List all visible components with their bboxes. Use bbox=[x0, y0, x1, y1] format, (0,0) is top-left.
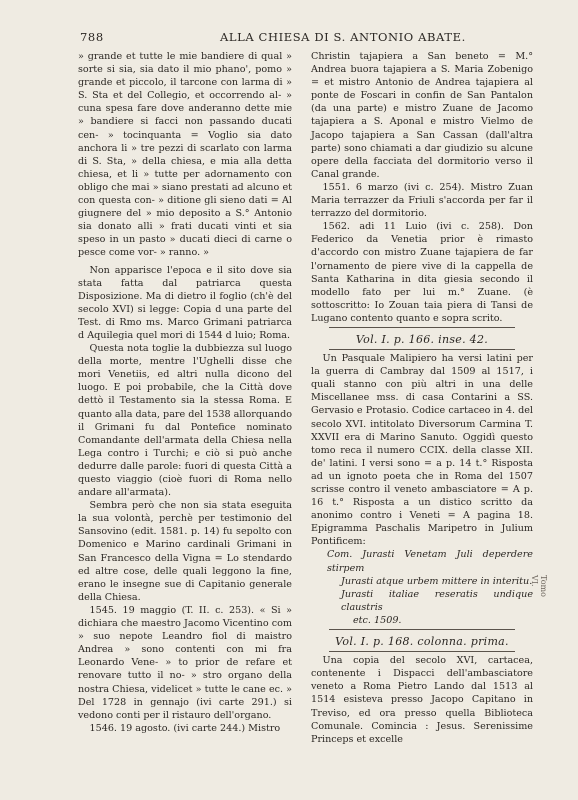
testament-quote: » grande et tutte le mie bandiere di qual » sorte si sia, sia dato il mio phano', pomo » grande et piccolo, il tarcone con larma di » S. Sta et del Collegio, et occorrendo al- » cuna spesa fare dove anderanno dette mie » bandiere si facci non passando ducati cen- » tocinquanta = Voglio sia dato anchora li » tre pezzi di scarlato con larma di S. Sta, » della chiesa, e mia alla detta chiesa, et li » tutte per adornamento con obligo che mai » siano prestati ad alcuno et con questa con- » ditione gli sieno dati = Al giugnere del » mio deposito a S.° Antonio sia donato alli » frati ducati vinti et sia speso in un pasto » ducati dieci di carne o pesce come vor- » ranno. » bbox=[78, 51, 292, 259]
page-number: 788 bbox=[80, 30, 104, 44]
right-column bbox=[311, 50, 533, 746]
section-heading-vol1-p166: Vol. I. p. 166. inse. 42. bbox=[355, 332, 489, 346]
section-divider bbox=[329, 327, 515, 328]
paragraph-epoch: Non apparisce l'epoca e il sito dove sia stata fatta dal patriarca questa Disposizione. Ma di dietro il foglio (ch'è del secolo XVI) si legge: Copia d una parte del Test. di Rmo ms. Marco Grimani patriarca d Aquilegia quel mori di 1544 d luio; Roma. bbox=[78, 264, 292, 341]
paragraph-1545: 1545. 19 maggio (T. II. c. 253). « Si » dichiara che maestro Jacomo Vicentino com » suo nepote Leandro fiol di maistro Andrea » sono contenti con mi fra Leonardo Vene- » to prior de refare et renovare tutto il no- » stro organo della nostra Chiesa, videlicet » tutte le cane ec. » Del 1728 in gennajo (ivi carte 291.) si vedono conti per il ristauro dell'organo. bbox=[78, 604, 292, 721]
section-heading-vol1-p168: Vol. I. p. 168. colonna. prima. bbox=[335, 635, 509, 649]
verse-line: Com. Jurasti Venetam Juli deperdere stirpem bbox=[327, 549, 533, 574]
paragraph-sansovino: Sembra però che non sia stata eseguita la sua volontà, perchè per testimonio del Sansovino (edit. 1581. p. 14) fu sepolto con Domenico e Marino cardinali Grimani in San Francesco della Vigna = Lo stendardo ed altre cose, delle quali leggono la fine, erano le insegne sue di Capitanio generale della Chiesa. bbox=[78, 500, 292, 603]
section-divider bbox=[329, 651, 515, 652]
section-divider bbox=[329, 629, 515, 630]
paragraph-note: Questa nota toglie la dubbiezza sul luogo della morte, mentre l'Ughelli disse che mori Venetiis, ed altri nulla dicono del luogo. E poi probabile, che la Città dove dettò il Testamento sia la stessa Roma. E quanto alla data, pare del 1538 allorquando il Grimani fu dal Pontefice nominato Comandante dell'armata della Chiesa nella Lega contro i Turchi; e ciò si può anche dedurre dalle parole: fuori di questa Città a questo viaggio (cioè fuori di Roma nello andare all'armata). bbox=[78, 343, 292, 499]
paragraph-malipiero: Un Pasquale Malipiero ha versi latini per la guerra di Cambray dal 1509 al 1517, i quali stanno con più altri in una delle Miscellanee mss. di casa Contarini a SS. Gervasio e Protasio. Codice cartaceo in 4. del secolo XVI. intitolato Diversorum Carmina T. XXVII era di Marino Sanuto. Oggidì questo tomo reca il numero CCIX. della classe XII. de' latini. I versi sono = a p. 14 t.° Risposta ad un ignoto poeta che in Roma del 1507 scrisse contro il veneto ambasciatore = A p. 16 t.° Risposta a un distico scritto da anonimo contro i Veneti = A pagina 18. Epigramma Paschalis Maripetro in Julium Pontificem: bbox=[311, 353, 533, 548]
section-divider bbox=[329, 349, 515, 350]
paragraph-dispacci: Una copia del secolo XVI, cartacea, contenente i Dispacci dell'ambasciatore veneto a Roma Pietro Lando dal 1513 al 1514 esisteva presso Jacopo Capitano in Treviso, ed ora presso quella Biblioteca Comunale. Comincia : Jesus. Serenissime Princeps et excelle bbox=[311, 655, 533, 745]
verse-line: etc. 1509. bbox=[353, 614, 402, 626]
paragraph-1562: 1562. adi 11 Luio (ivi c. 258). Don Federico da Venetia prior è rimasto d'accordo con mistro Zuane tajapiera de far l'ornamento de piere vive di la cappella de Santa Katharina in dita giesia secondo il modello fato per lui m.° Zuane. (è sottoscritto: Io Zouan taia piera di Tansi de Lugano contento quanto e sopra scrito. bbox=[311, 221, 533, 324]
running-title: ALLA CHIESA DI S. ANTONIO ABATE. bbox=[220, 30, 466, 44]
epigram-verse bbox=[311, 548, 533, 627]
paragraph-1551: 1551. 6 marzo (ivi c. 254). Mistro Zuan Maria terrazzer da Friuli s'accorda per far il terrazzo del dormitorio. bbox=[311, 181, 533, 220]
left-column bbox=[78, 50, 292, 735]
paragraph-1546: 1546. 19 agosto. (ivi carte 244.) Mistro bbox=[89, 722, 281, 734]
verse-line: Jurasti atque urbem mittere in interitu. bbox=[341, 575, 533, 587]
paragraph-christin: Christin tajapiera a San beneto = M.° Andrea buora tajapiera a S. Maria Zobenigo = et mistro Antonio de Andrea tajapiera al ponte de Foscari in confin de San Pantalon (da una parte) e mistro Zuane de Jacomo tajapiera a S. Aponal e mistro Vielmo de Jacopo tajapiera a San Cassan (dall'altra parte) sono chiamati a dar giudizio su alcune opere della facciata del dormitorio verso il Canal grande. bbox=[311, 51, 533, 180]
spine-label: Tomo VI. bbox=[530, 575, 548, 597]
verse-line: Jurasti italiae reseratis undique claustris bbox=[341, 588, 533, 613]
